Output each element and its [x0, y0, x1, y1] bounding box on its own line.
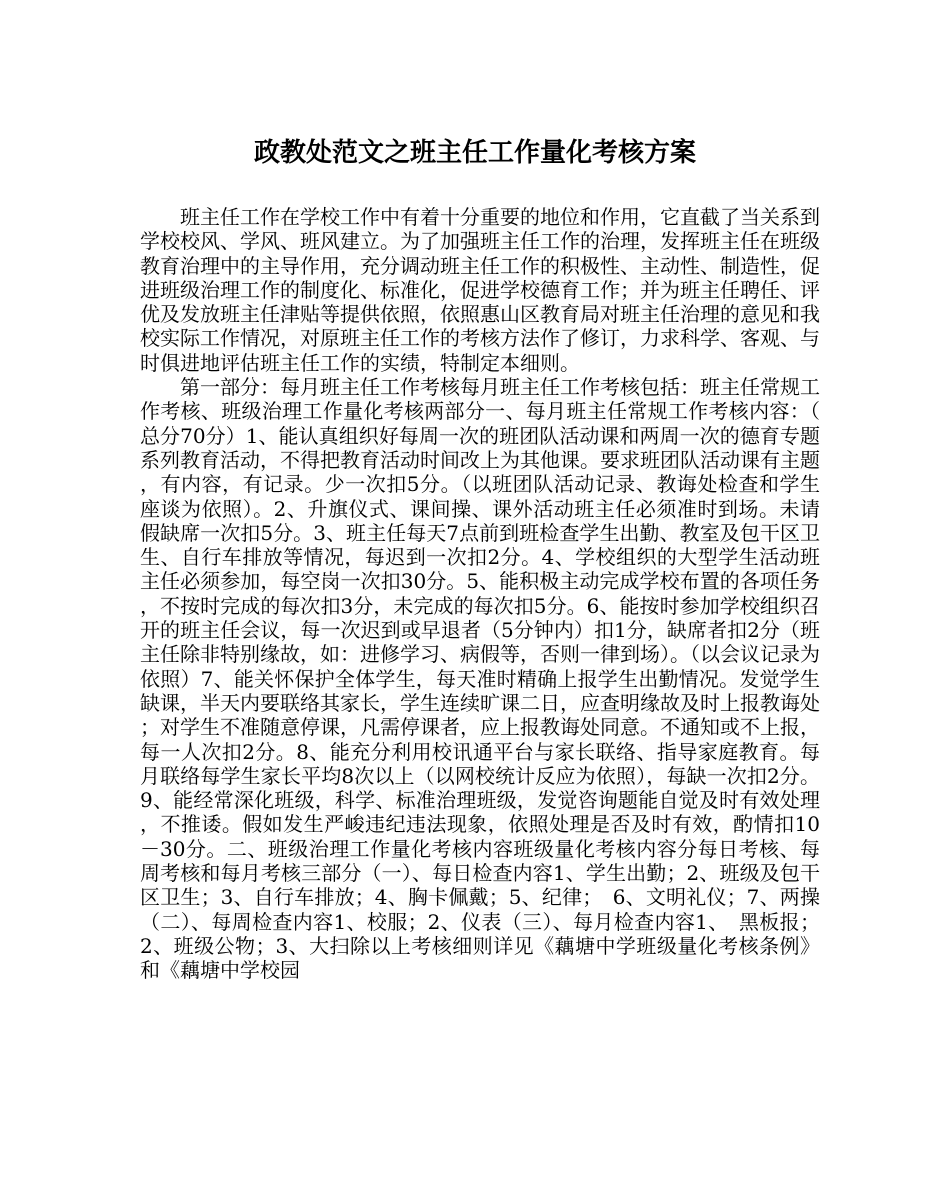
paragraph-intro: 班主任工作在学校工作中有着十分重要的地位和作用，它直截了当关系到学校校风、学风、班风建立。为了加强班主任工作的治理，发挥班主任在班级教育治理中的主导作用，充分调动班主任工作的积极性、主动性、制造性，促进班级治理工作的制度化、标准化，促进学校德育工作；并为班主任聘任、评优及发放班主任津贴等提供依照，依照惠山区教育局对班主任治理的意见和我校实际工作情况，对原班主任工作的考核方法作了修订，力求科学、客观、与时俱进地评估班主任工作的实绩，特制定本细则。	[140, 205, 820, 375]
paragraph-part-one: 第一部分：每月班主任工作考核每月班主任工作考核包括：班主任常规工作考核、班级治理工作量化考核两部分一、每月班主任常规工作考核内容：（总分70分）1、能认真组织好每周一次的班团队活动课和两周一次的德育专题系列教育活动，不得把教育活动时间改上为其他课。要求班团队活动课有主题，有内容，有记录。少一次扣5分。（以班团队活动记录、教诲处检查和学生座谈为依照）。2、升旗仪式、课间操、课外活动班主任必须准时到场。未请假缺席一次扣5分。3、班主任每天7点前到班检查学生出勤、教室及包干区卫生、自行车排放等情况，每迟到一次扣2分。4、学校组织的大型学生活动班主任必须参加，每空岗一次扣30分。5、能积极主动完成学校布置的各项任务，不按时完成的每次扣3分，未完成的每次扣5分。6、能按时参加学校组织召开的班主任会议，每一次迟到或早退者（5分钟内）扣1分，缺席者扣2分（班主任除非特别缘故，如：进修学习、病假等，否则一律到场）。（以会议记录为依照）7、能关怀保护全体学生，每天准时精确上报学生出勤情况。发觉学生缺课，半天内要联络其家长，学生连续旷课二日，应查明缘故及时上报教诲处；对学生不准随意停课，凡需停课者，应上报教诲处同意。不通知或不上报，每一人次扣2分。8、能充分利用校讯通平台与家长联络、指导家庭教育。每月联络每学生家长平均8次以上（以网校统计反应为依照），每缺一次扣2分。9、能经常深化班级，科学、标准治理班级，发觉咨询题能自觉及时有效处理，不推诿。假如发生严峻违纪违法现象，依照处理是否及时有效，酌情扣10－30分。二、班级治理工作量化考核内容班级量化考核内容分每日考核、每周考核和每月考核三部分（一）、每日检查内容1、学生出勤；2、班级及包干区卫生；3、自行车排放；4、胸卡佩戴；5、纪律； 6、文明礼仪；7、两操（二）、每周检查内容1、校服；2、仪表（三）、每月检查内容1、 黑板报；2、班级公物；3、大扫除以上考核细则详见《藕塘中学班级量化考核条例》和《藕塘中学校园	[140, 375, 820, 983]
document-title: 政教处范文之班主任工作量化考核方案	[253, 138, 696, 168]
document-body	[140, 205, 820, 983]
